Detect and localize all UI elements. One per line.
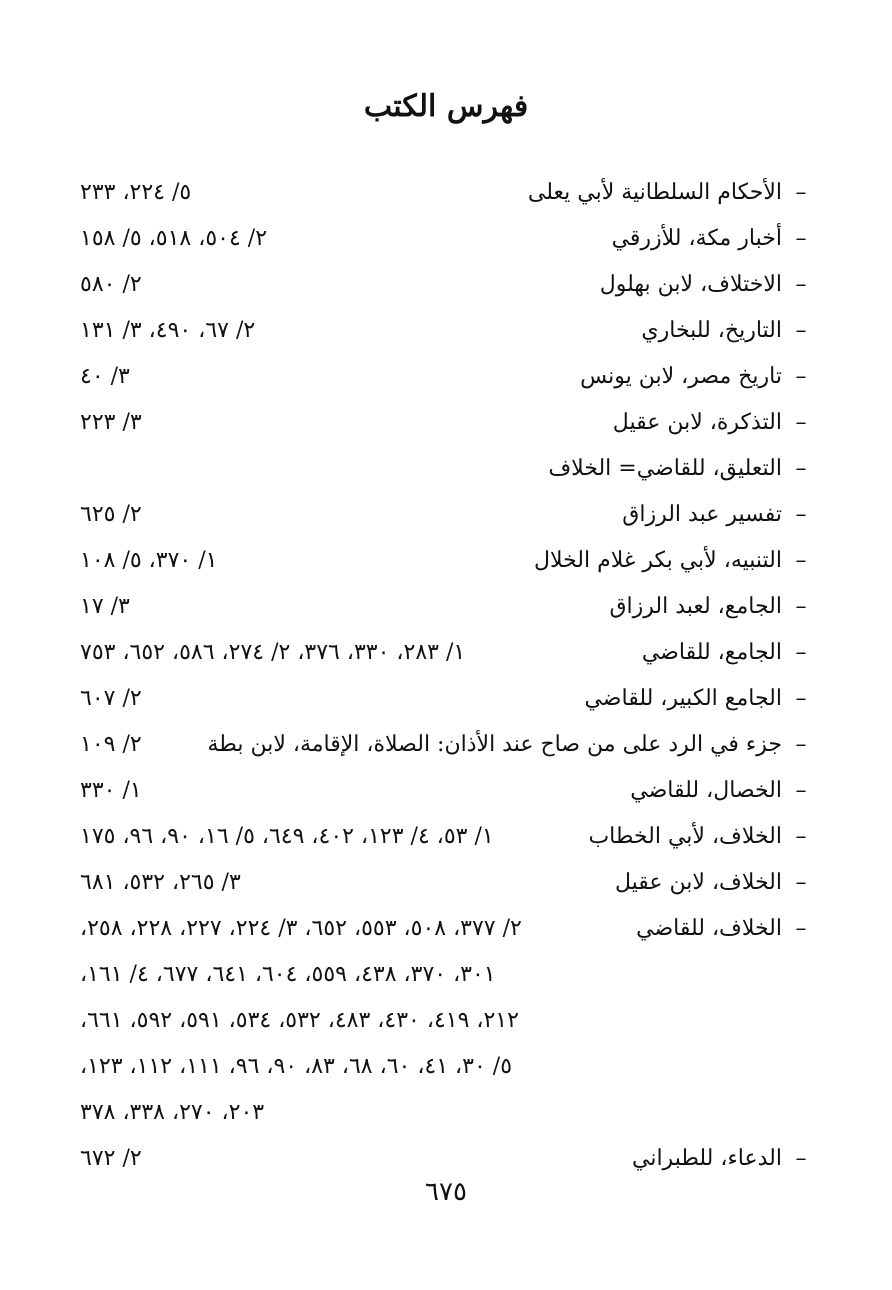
entry-refs: ٣/ ٢٦٥، ٥٣٢، ٦٨١ [80, 870, 241, 895]
list-item [80, 584, 812, 630]
entry-refs: ٢/ ٦٢٥ [80, 502, 142, 527]
entry-title: الجامع، لعبد الرزاق [609, 594, 782, 619]
book-index-list [80, 170, 812, 1182]
list-item [80, 446, 812, 492]
entry-title: الدعاء، للطبراني [631, 1146, 782, 1171]
entry-dash: – [795, 732, 807, 757]
page-title: فهرس الكتب [363, 89, 529, 124]
entry-dash: – [795, 272, 807, 297]
entry-refs: ١/ ٣٧٠، ٥/ ١٠٨ [80, 548, 218, 573]
page-number: ٦٧٥ [425, 1177, 467, 1207]
list-item [80, 676, 812, 722]
entry-dash: – [795, 778, 807, 803]
entry-title: الجامع، للقاضي [641, 640, 782, 665]
entry-dash: – [795, 456, 807, 481]
entry-dash: – [795, 502, 807, 527]
continuation-line [80, 998, 812, 1044]
entry-refs-continuation: ٢٠٣، ٢٧٠، ٣٣٨، ٣٧٨ [80, 1100, 265, 1125]
entry-title: الخلاف، لابن عقيل [614, 870, 782, 895]
entry-title: الجامع الكبير، للقاضي [584, 686, 782, 711]
entry-title: الاختلاف، لابن بهلول [599, 272, 782, 297]
entry-title: الخلاف، للقاضي [636, 916, 782, 941]
entry-refs: ٣/ ٤٠ [80, 364, 130, 389]
entry-refs: ٢/ ٥٠٤، ٥١٨، ٥/ ١٥٨ [80, 226, 268, 251]
entry-dash: – [795, 180, 807, 205]
list-item [80, 860, 812, 906]
entry-dash: – [795, 640, 807, 665]
entry-title: جزء في الرد على من صاح عند الأذان: الصلاة، الإقامة، لابن بطة [207, 732, 782, 757]
entry-title: أخبار مكة، للأزرقي [611, 226, 782, 251]
entry-title: التنبيه، لأبي بكر غلام الخلال [533, 548, 782, 573]
list-item [80, 262, 812, 308]
entry-dash: – [795, 1146, 807, 1171]
continuation-line [80, 1044, 812, 1090]
entry-title: التاريخ، للبخاري [641, 318, 782, 343]
entry-title: الخصال، للقاضي [630, 778, 782, 803]
entry-refs: ٥/ ٢٢٤، ٢٣٣ [80, 180, 192, 205]
entry-refs: ٢/ ٦٧٢ [80, 1146, 142, 1171]
entry-dash: – [795, 548, 807, 573]
entry-dash: – [795, 824, 807, 849]
list-item [80, 308, 812, 354]
entry-dash: – [795, 686, 807, 711]
entry-title: التعليق، للقاضي= الخلاف [548, 456, 782, 481]
list-item [80, 630, 812, 676]
entry-refs-continuation: ٥/ ٣٠، ٤١، ٦٠، ٦٨، ٨٣، ٩٠، ٩٦، ١١١، ١١٢، ١٢٣، [80, 1054, 513, 1079]
entry-refs: ٢/ ٣٧٧، ٥٠٨، ٥٥٣، ٦٥٢، ٣/ ٢٢٤، ٢٢٧، ٢٢٨، ٢٥٨، [80, 916, 522, 941]
list-item [80, 400, 812, 446]
list-item [80, 814, 812, 860]
entry-dash: – [795, 870, 807, 895]
list-item [80, 354, 812, 400]
entry-refs: ١/ ٥٣، ٤/ ١٢٣، ٤٠٢، ٦٤٩، ٥/ ١٦، ٩٠، ٩٦، ١٧٥ [80, 824, 494, 849]
entry-dash: – [795, 318, 807, 343]
continuation-line [80, 1090, 812, 1136]
entry-title: تفسير عبد الرزاق [622, 502, 782, 527]
list-item [80, 170, 812, 216]
entry-dash: – [795, 364, 807, 389]
entry-refs: ٢/ ٥٨٠ [80, 272, 142, 297]
list-item [80, 492, 812, 538]
entry-title: الخلاف، لأبي الخطاب [588, 824, 782, 849]
list-item [80, 722, 812, 768]
entry-refs: ٢/ ٦٠٧ [80, 686, 142, 711]
entry-title: تاريخ مصر، لابن يونس [580, 364, 782, 389]
entry-dash: – [795, 226, 807, 251]
list-item [80, 216, 812, 262]
entry-refs: ٣/ ٢٢٣ [80, 410, 142, 435]
entry-title: التذكرة، لابن عقيل [612, 410, 782, 435]
entry-dash: – [795, 916, 807, 941]
continuation-line [80, 952, 812, 998]
entry-title: الأحكام السلطانية لأبي يعلى [527, 180, 782, 205]
entry-dash: – [795, 410, 807, 435]
entry-refs: ٣/ ١٧ [80, 594, 130, 619]
entry-refs: ٢/ ٦٧، ٤٩٠، ٣/ ١٣١ [80, 318, 256, 343]
entry-dash: – [795, 594, 807, 619]
entry-refs-continuation: ٢١٢، ٤١٩، ٤٣٠، ٤٨٣، ٥٣٢، ٥٣٤، ٥٩١، ٥٩٢، ٦٦١، [80, 1008, 519, 1033]
entry-refs: ١/ ٢٨٣، ٣٣٠، ٣٧٦، ٢/ ٢٧٤، ٥٨٦، ٦٥٢، ٧٥٣ [80, 640, 466, 665]
list-item [80, 906, 812, 952]
list-item [80, 538, 812, 584]
entry-refs: ١/ ٣٣٠ [80, 778, 142, 803]
entry-refs: ٢/ ١٠٩ [80, 732, 142, 757]
entry-refs-continuation: ٣٠١، ٣٧٠، ٤٣٨، ٥٥٩، ٦٠٤، ٦٤١، ٦٧٧، ٤/ ١٦١، [80, 962, 496, 987]
list-item [80, 768, 812, 814]
